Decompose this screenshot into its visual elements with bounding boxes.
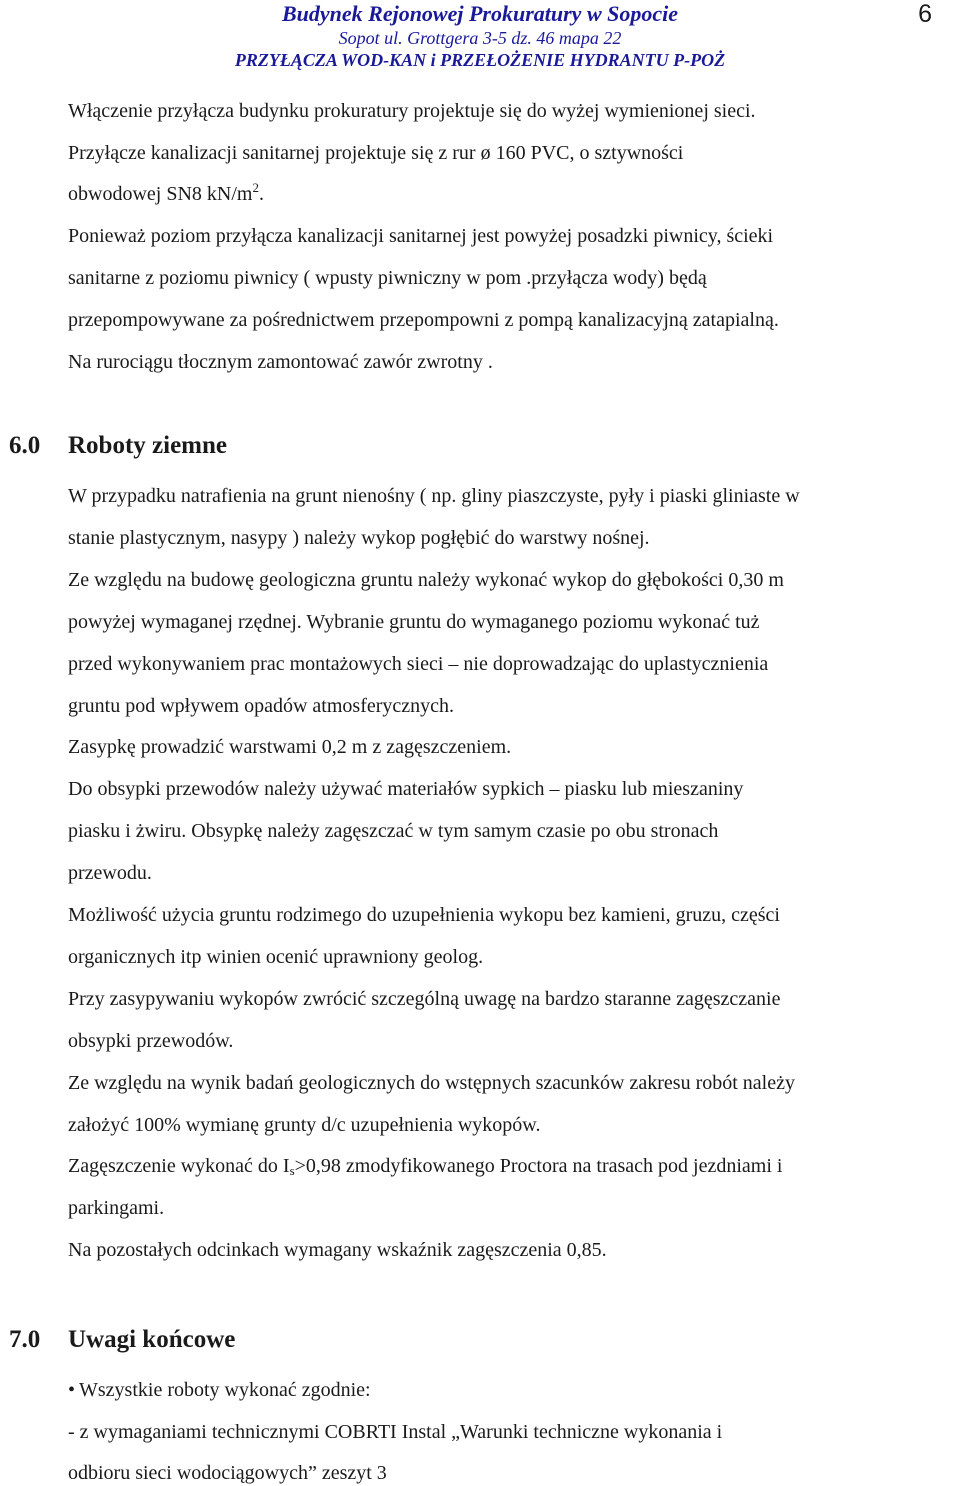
text-line: Włączenie przyłącza budynku prokuratury projektuje się do wyżej wymienionej sieci. <box>68 100 756 122</box>
text-line: gruntu pod wpływem opadów atmosferycznych. <box>68 695 455 717</box>
text-line: Na pozostałych odcinkach wymagany wskaźnik zagęszczenia 0,85. <box>68 1239 607 1261</box>
text-line: Ponieważ poziom przyłącza kanalizacji sanitarnej jest powyżej posadzki piwnicy, ścieki <box>68 225 774 247</box>
text-line: Ze względu na wynik badań geologicznych do wstępnych szacunków zakresu robót należy <box>68 1072 795 1094</box>
section-title: Uwagi końcowe <box>68 1326 236 1353</box>
text-line: powyżej wymaganej rzędnej. Wybranie gruntu do wymaganego poziomu wykonać tuż <box>68 611 760 633</box>
text-line: Ze względu na budowę geologiczna gruntu należy wykonać wykop do głębokości 0,30 m <box>68 569 784 591</box>
text-line: organicznych itp winien ocenić uprawniony geolog. <box>68 946 484 968</box>
header-address: Sopot ul. Grottgera 3-5 dz. 46 mapa 22 <box>338 28 622 48</box>
text-line: odbioru sieci wodociągowych” zeszyt 3 <box>68 1462 387 1484</box>
text-span: Zagęszczenie wykonać do I <box>68 1155 290 1177</box>
bullet-text: Wszystkie roboty wykonać zgodnie: <box>79 1379 371 1401</box>
text-span: . <box>258 183 264 205</box>
bullet-item <box>68 1378 371 1402</box>
section-title: Roboty ziemne <box>68 432 227 459</box>
text-line: piasku i żwiru. Obsypkę należy zagęszczać w tym samym czasie po obu stronach <box>68 820 719 842</box>
text-line: W przypadku natrafienia na grunt nienośny ( np. gliny piaszczyste, pyły i piaski gliniaste w <box>68 485 800 507</box>
text-line <box>68 182 264 206</box>
section-heading <box>9 1325 235 1355</box>
section-number: 7.0 <box>9 1326 41 1353</box>
section-number: 6.0 <box>9 432 41 459</box>
text-line: Przy zasypywaniu wykopów zwrócić szczególną uwagę na bardzo staranne zagęszczanie <box>68 988 781 1010</box>
text-line: parkingami. <box>68 1197 165 1219</box>
subscript: s <box>289 1163 295 1178</box>
text-line: przed wykonywaniem prac montażowych sieci – nie doprowadzając do uplastycznienia <box>68 653 769 675</box>
text-line: - z wymaganiami technicznymi COBRTI Instal „Warunki techniczne wykonania i <box>68 1421 723 1443</box>
text-line: Zasypkę prowadzić warstwami 0,2 m z zagęszczeniem. <box>68 736 512 758</box>
text-line: Możliwość użycia gruntu rodzimego do uzupełnienia wykopu bez kamieni, gruzu, części <box>68 904 780 926</box>
text-line: Przyłącze kanalizacji sanitarnej projektuje się z rur ø 160 PVC, o sztywności <box>68 142 684 164</box>
section-heading <box>9 431 227 461</box>
text-line <box>68 1154 782 1178</box>
bullet-icon: • <box>68 1379 76 1401</box>
text-line: stanie plastycznym, nasypy ) należy wykop pogłębić do warstwy nośnej. <box>68 527 650 549</box>
text-line: Na rurociągu tłocznym zamontować zawór zwrotny . <box>68 351 493 373</box>
text-line: Do obsypki przewodów należy używać materiałów sypkich – piasku lub mieszaniny <box>68 778 744 800</box>
superscript: 2 <box>252 180 259 195</box>
header-subtitle: PRZYŁĄCZA WOD-KAN i PRZEŁOŻENIE HYDRANTU P-POŻ <box>234 50 726 70</box>
text-line: obsypki przewodów. <box>68 1030 234 1052</box>
text-line: założyć 100% wymianę grunty d/c uzupełnienia wykopów. <box>68 1114 541 1136</box>
text-span: obwodowej SN8 kN/m <box>68 183 253 205</box>
page-number: 6 <box>918 0 932 28</box>
text-line: przepompowywane za pośrednictwem przepompowni z pompą kanalizacyjną zatapialną. <box>68 309 779 331</box>
text-line: sanitarne z poziomu piwnicy ( wpusty piwniczny w pom .przyłącza wody) będą <box>68 267 707 289</box>
header-title: Budynek Rejonowej Prokuratury w Sopocie <box>281 1 679 26</box>
text-line: przewodu. <box>68 862 152 884</box>
text-span: >0,98 zmodyfikowanego Proctora na trasach pod jezdniami i <box>294 1155 783 1177</box>
